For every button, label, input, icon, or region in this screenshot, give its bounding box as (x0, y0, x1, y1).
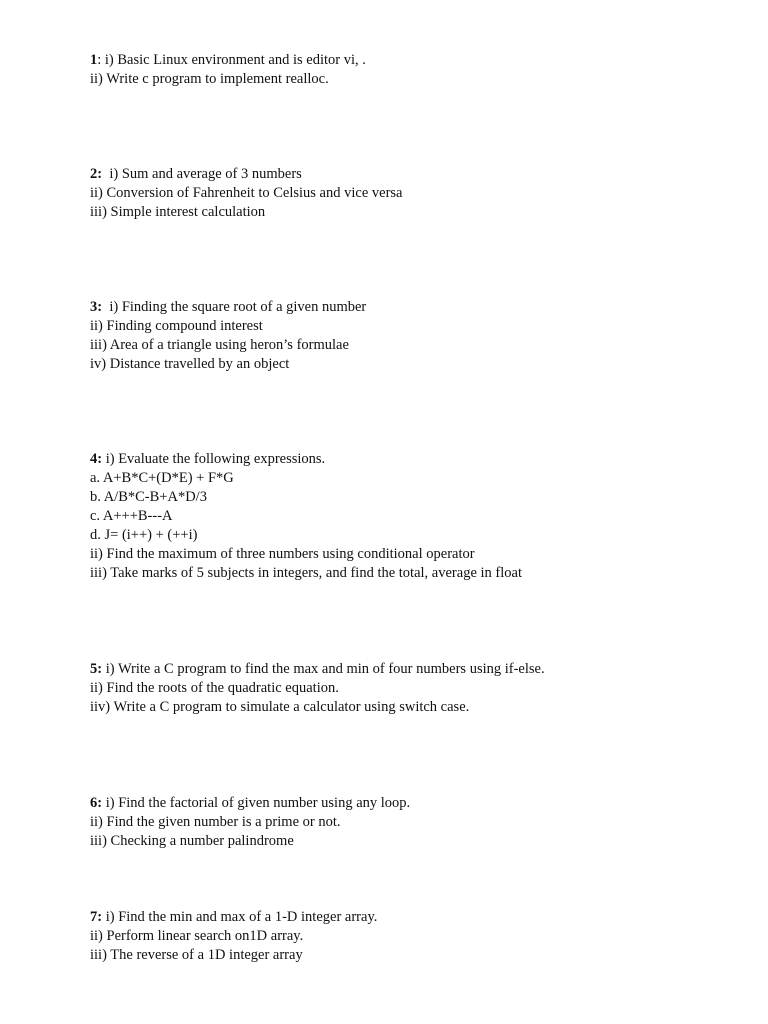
exercise-2 (90, 165, 710, 222)
exercise-item: i) Find the min and max of a 1-D integer array. (105, 909, 378, 925)
exercise-item: iiv) Write a C program to simulate a calculator using switch case. (90, 699, 470, 715)
exercise-item: iii) Take marks of 5 subjects in integers, and find the total, average in float (90, 565, 522, 581)
exercise-item: iii) Simple interest calculation (90, 204, 266, 220)
exercise-5 (90, 660, 710, 717)
exercise-number: 4: (90, 451, 103, 467)
exercise-7 (90, 908, 710, 965)
exercise-number: 7: (90, 909, 103, 925)
exercise-7-title-line (90, 908, 710, 927)
expression-item: c. A+++B---A (90, 508, 173, 524)
exercise-item: i) Find the factorial of given number using any loop. (105, 795, 411, 811)
exercise-4 (90, 450, 710, 583)
exercise-item: ii) Perform linear search on1D array. (90, 928, 304, 944)
exercise-item: i) Write a C program to find the max and min of four numbers using if-else. (105, 661, 545, 677)
exercise-item: ii) Find the given number is a prime or not. (90, 814, 341, 830)
exercise-number: 5: (90, 661, 103, 677)
exercise-item: ii) Find the roots of the quadratic equation. (90, 680, 339, 696)
exercise-item: i) Evaluate the following expressions. (105, 451, 326, 467)
exercise-item: iii) Checking a number palindrome (90, 833, 294, 849)
exercise-4-title-line (90, 450, 710, 469)
exercise-item: i) Sum and average of 3 numbers (109, 166, 302, 182)
exercise-3-title-line (90, 298, 710, 317)
exercise-1-title-line (90, 51, 710, 70)
exercise-separator: : (97, 52, 105, 68)
exercise-item: ii) Conversion of Fahrenheit to Celsius and vice versa (90, 185, 403, 201)
exercise-item: i) Finding the square root of a given number (109, 299, 367, 315)
exercise-3 (90, 298, 710, 374)
exercise-item: iii) Area of a triangle using heron’s formulae (90, 337, 349, 353)
exercise-2-title-line (90, 165, 710, 184)
exercise-number: 6: (90, 795, 103, 811)
exercise-1 (90, 51, 710, 89)
exercise-6 (90, 794, 710, 851)
expression-item: a. A+B*C+(D*E) + F*G (90, 470, 234, 486)
exercise-6-title-line (90, 794, 710, 813)
exercise-number: 2: (90, 166, 103, 182)
exercise-item: ii) Finding compound interest (90, 318, 263, 334)
exercise-item: iv) Distance travelled by an object (90, 356, 290, 372)
exercise-number: 3: (90, 299, 103, 315)
expression-item: b. A/B*C-B+A*D/3 (90, 489, 207, 505)
exercise-item: ii) Write c program to implement realloc. (90, 71, 329, 87)
expression-item: d. J= (i++) + (++i) (90, 527, 198, 543)
exercise-number: 1 (90, 52, 98, 68)
exercise-5-title-line (90, 660, 710, 679)
exercise-item: i) Basic Linux environment and is editor vi, . (104, 52, 366, 68)
exercise-item: iii) The reverse of a 1D integer array (90, 947, 303, 963)
exercise-item: ii) Find the maximum of three numbers using conditional operator (90, 546, 475, 562)
